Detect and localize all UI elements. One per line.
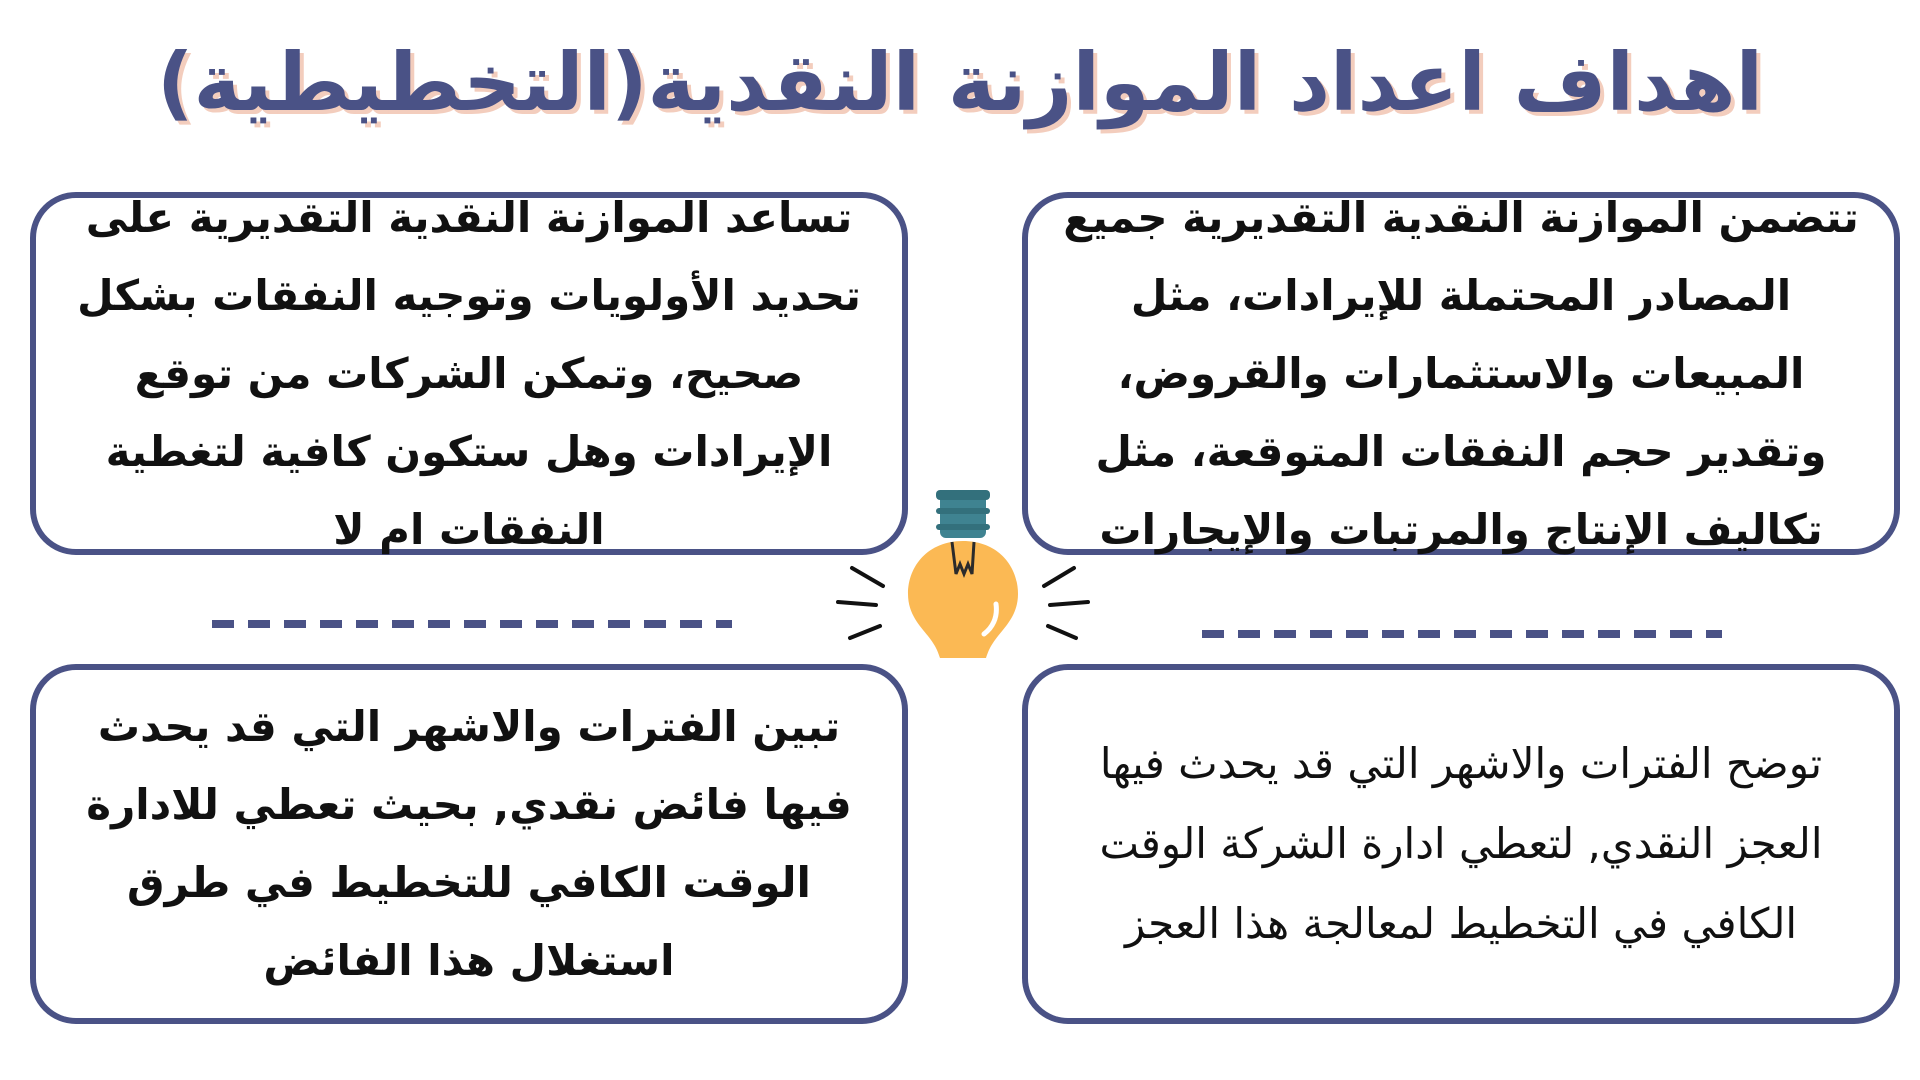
goal-text: توضح الفترات والاشهر التي قد يحدث فيها العجز النقدي, لتعطي ادارة الشركة الوقت الكافي في التخطيط لمعالجة هذا العجز: [1099, 739, 1823, 948]
lightbulb-icon: [828, 486, 1098, 666]
goal-card-top-right: [1022, 192, 1900, 555]
goal-text: تساعد الموازنة النقدية التقديرية على تحديد الأولويات وتوجيه النفقات بشكل صحيح، وتمكن الشركات من توقع الإيرادات وهل ستكون كافية لتغطية النفقات ام لا: [77, 192, 861, 554]
page-title: اهداف اعداد الموازنة النقدية(التخطيطية): [156, 36, 1764, 129]
bulb-cap: [940, 494, 986, 538]
divider-right: [1202, 630, 1722, 638]
goal-card-top-left: [30, 192, 908, 555]
goal-text: تتضمن الموازنة النقدية التقديرية جميع المصادر المحتملة للإيرادات، مثل المبيعات والاستثمارات والقروض، وتقدير حجم النفقات المتوقعة، مثل تكاليف الإنتاج والمرتبات والإيجارات: [1063, 192, 1859, 554]
light-rays-left: [838, 568, 883, 638]
goal-card-bottom-left: [30, 664, 908, 1024]
goal-text: تبين الفترات والاشهر التي قد يحدث فيها فائض نقدي, بحيث تعطي للادارة الوقت الكافي للتخطيط في طرق استغلال هذا الفائض: [86, 702, 852, 985]
divider-left: [212, 620, 732, 628]
bulb-glass: [908, 541, 1018, 658]
goal-card-bottom-right: [1022, 664, 1900, 1024]
light-rays-right: [1044, 568, 1088, 638]
